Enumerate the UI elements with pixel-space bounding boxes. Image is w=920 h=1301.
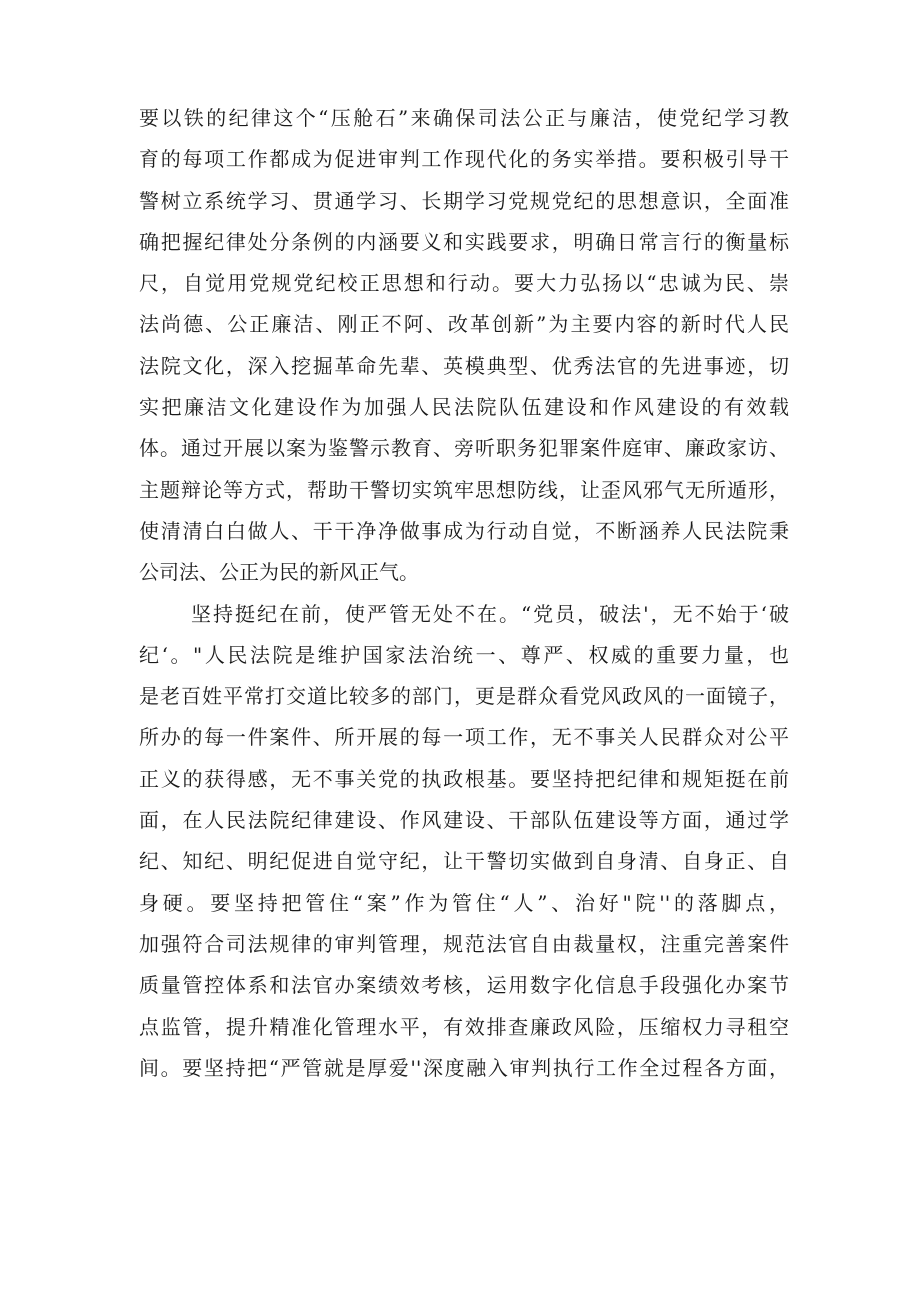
text-line: 坚持挺纪在前，使严管无处不在。“党员，破法'，无不始于‘破 — [191, 601, 789, 626]
text-line: 法尚德、公正廉洁、刚正不阿、改革创新”为主要内容的新时代人民 — [139, 312, 789, 337]
text-line: 确把握纪律处分条例的内涵要义和实践要求，明确日常言行的衡量标 — [139, 229, 789, 254]
text-line: 体。通过开展以案为鉴警示教育、旁听职务犯罪案件庭审、廉政家访、 — [139, 436, 789, 461]
text-line: 育的每项工作都成为促进审判工作现代化的务实举措。要积极引导干 — [139, 147, 789, 172]
paragraph-2 — [139, 594, 789, 1090]
text-line: 公司法、公正为民的新风正气。 — [139, 560, 419, 585]
text-line: 质量管控体系和法官办案绩效考核，运用数字化信息手段强化办案节 — [139, 973, 789, 998]
text-line: 所办的每一件案件、所开展的每一项工作，无不事关人民群众对公平 — [139, 725, 789, 750]
text-line: 加强符合司法规律的审判管理，规范法官自由裁量权，注重完善案件 — [139, 931, 789, 956]
text-line: 尺，自觉用党规党纪校正思想和行动。要大力弘扬以“忠诚为民、崇 — [139, 271, 789, 296]
text-line: 纪、知纪、明纪促进自觉守纪，让干警切实做到自身清、自身正、自 — [139, 849, 789, 874]
text-line: 身硬。要坚持把管住“案”作为管住“人”、治好"院''的落脚点， — [139, 890, 789, 915]
text-line: 使清清白白做人、干干净净做事成为行动自觉，不断涵养人民法院秉 — [139, 518, 789, 543]
text-line: 警树立系统学习、贯通学习、长期学习党规党纪的思想意识，全面准 — [139, 188, 789, 213]
text-line: 正义的获得感，无不事关党的执政根基。要坚持把纪律和规矩挺在前 — [139, 766, 789, 791]
text-line: 主题辩论等方式，帮助干警切实筑牢思想防线，让歪风邪气无所遁形， — [139, 477, 789, 502]
text-line: 实把廉洁文化建设作为加强人民法院队伍建设和作风建设的有效载 — [139, 395, 789, 420]
text-line: 点监管，提升精准化管理水平，有效排查廉政风险，压缩权力寻租空 — [139, 1014, 789, 1039]
text-line: 纪‘。"人民法院是维护国家法治统一、尊严、权威的重要力量，也 — [139, 642, 789, 667]
text-line: 面，在人民法院纪律建设、作风建设、干部队伍建设等方面，通过学 — [139, 808, 789, 833]
body-text — [139, 98, 789, 1089]
text-line: 要以铁的纪律这个“压舱石”来确保司法公正与廉洁，使党纪学习教 — [139, 106, 789, 130]
text-line: 法院文化，深入挖掘革命先辈、英模典型、优秀法官的先进事迹，切 — [139, 353, 789, 378]
paragraph-1 — [139, 98, 789, 594]
text-line: 是老百姓平常打交道比较多的部门，更是群众看党风政风的一面镜子， — [139, 684, 789, 709]
text-line: 间。要坚持把“严管就是厚爱''深度融入审判执行工作全过程各方面， — [139, 1055, 789, 1080]
